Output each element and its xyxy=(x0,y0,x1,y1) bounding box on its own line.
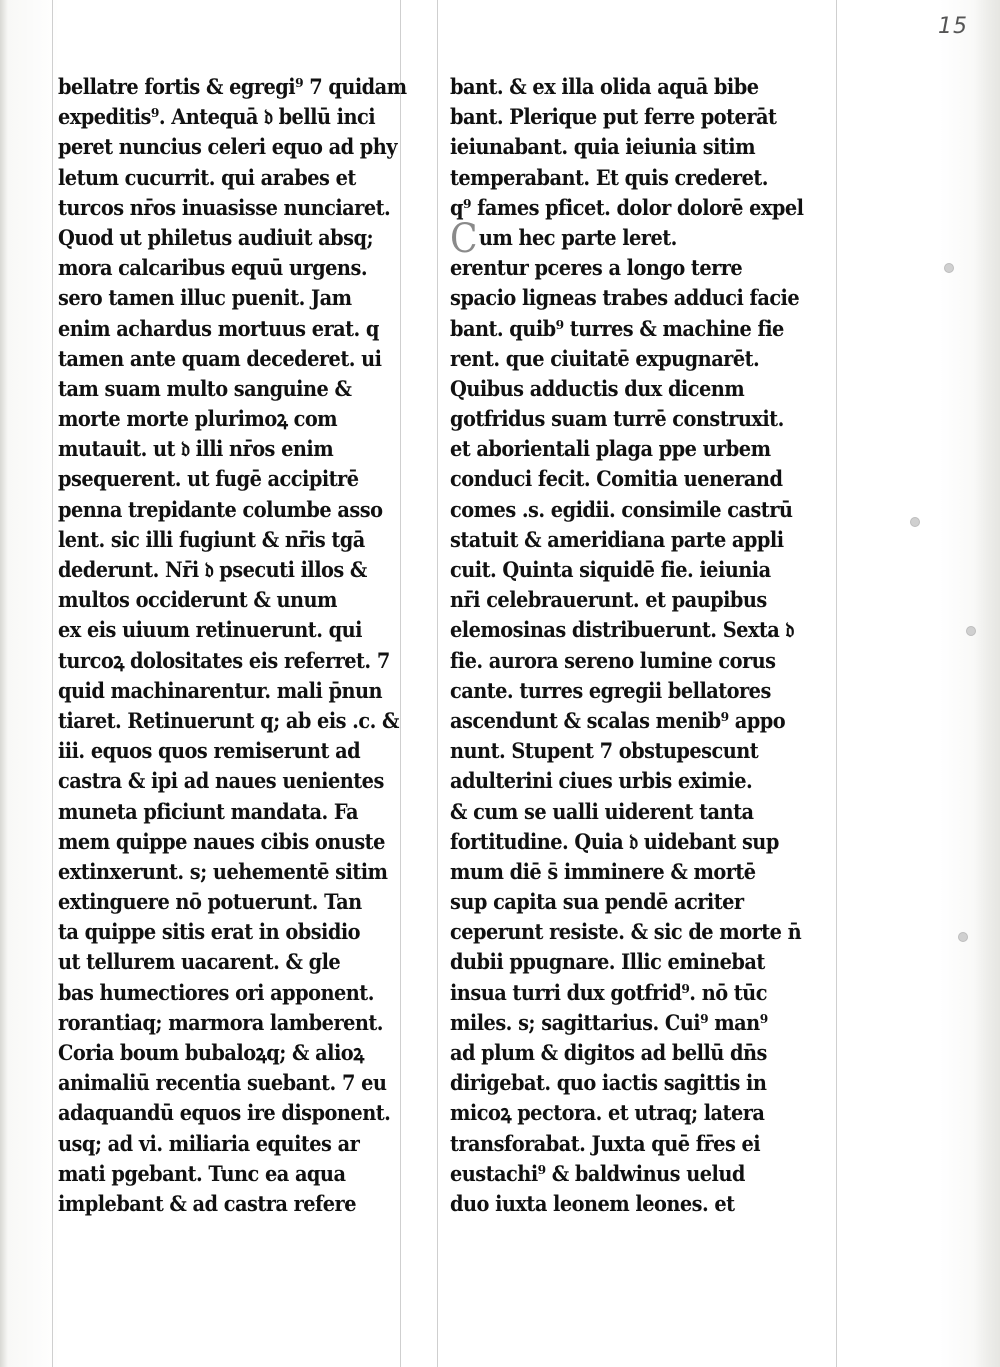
text-line: spacio ligneas trabes adduci facie xyxy=(450,286,800,312)
left-text-column xyxy=(58,73,407,1220)
text-line: ut tellurem uacarent. & gle xyxy=(58,950,341,976)
text-line: bant. Plerique put ferre poterāt xyxy=(450,105,777,131)
text-line: duo iuxta leonem leones. et xyxy=(450,1191,735,1217)
text-line: morte morte plurimoꝝ com xyxy=(58,407,338,433)
text-line: sup capita sua pendē acriter xyxy=(450,890,744,916)
text-line: psequerent. ut fugē accipitrē xyxy=(58,467,359,493)
text-line: extinguere nō potuerunt. Tan xyxy=(58,890,362,916)
text-line: adulterini ciues urbis eximie. xyxy=(450,769,753,795)
text-line: penna trepidante columbe asso xyxy=(58,497,383,523)
parchment-hole xyxy=(910,517,920,527)
text-line: peret nuncius celeri equo ad phy xyxy=(58,135,398,161)
text-line: elemosinas distribuerunt. Sexta 𝔡 xyxy=(450,618,794,644)
text-line: & cum se ualli uiderent tanta xyxy=(450,799,754,825)
text-line: ieiunabant. quia ieiunia sitim xyxy=(450,135,756,161)
text-line: fie. aurora sereno lumine corus xyxy=(450,648,776,674)
text-line-rest: um hec parte leret. xyxy=(478,225,677,251)
text-line: muneta pficiunt mandata. Fa xyxy=(58,799,359,825)
text-line: bant. & ex illa olida aquā bibe xyxy=(450,75,759,100)
text-line: lent. sic illi fugiunt & nr̄is tgā xyxy=(58,527,365,553)
text-line: nunt. Stupent 7 obstupescunt xyxy=(450,739,759,765)
text-line: mem quippe naues cibis onuste xyxy=(58,829,385,855)
text-line: Quibus adductis dux dicenm xyxy=(450,376,745,402)
text-line: mora calcaribus equū urgens. xyxy=(58,256,368,282)
text-line: statuit & ameridiana parte appli xyxy=(450,527,784,553)
parchment-hole xyxy=(966,626,976,636)
text-line: dederunt. Nr̄i 𝔡 psecuti illos & xyxy=(58,558,367,583)
page-edge-left xyxy=(0,0,8,1367)
text-line: usq; ad vi. miliaria equites ar xyxy=(58,1131,360,1157)
text-line: multos occiderunt & unum xyxy=(58,588,337,614)
page-edge-right xyxy=(974,0,1000,1367)
text-line: gotfridus suam turrē construxit. xyxy=(450,407,784,433)
text-line: eustachi⁹ & baldwinus uelud xyxy=(450,1161,745,1187)
ruling-line xyxy=(437,0,438,1367)
text-line: Coria boum bubaloꝝq; & alioꝝ xyxy=(58,1041,364,1066)
text-line: fortitudine. Quia 𝔡 uidebant sup xyxy=(450,829,779,855)
text-line: letum cucurrit. qui arabes et xyxy=(58,165,356,191)
text-line: ceperunt resiste. & sic de morte n̄ xyxy=(450,920,802,946)
folio-number: 15 xyxy=(938,14,968,39)
text-line: turcoꝝ dolositates eis referret. 7 xyxy=(58,648,390,674)
text-line: ta quippe sitis erat in obsidio xyxy=(58,920,361,946)
text-line: et aborientali plaga ppe urbem xyxy=(450,437,771,463)
text-line: castra & ipi ad naues uenientes xyxy=(58,769,384,795)
text-line: enim achardus mortuus erat. q xyxy=(58,316,379,342)
text-line: rent. que ciuitatē expugnarēt. xyxy=(450,346,760,372)
text-line: turcos nr̄os inuasisse nunciaret. xyxy=(58,195,391,221)
text-line: micoꝝ pectora. et utraq; latera xyxy=(450,1101,765,1127)
right-text-column xyxy=(450,73,840,1220)
text-line: bas humectiores ori apponent. xyxy=(58,980,374,1006)
text-line: temperabant. Et quis crederet. xyxy=(450,165,768,191)
text-line: dubii ppugnare. Illic eminebat xyxy=(450,950,765,976)
text-line: adaquandū equos ire disponent. xyxy=(58,1101,391,1127)
text-line: mati pgebant. Tunc ea aqua xyxy=(58,1161,346,1187)
text-line: extinxerunt. s; uehementē sitim xyxy=(58,859,388,885)
text-line: implebant & ad castra refere xyxy=(58,1191,356,1217)
ruling-line xyxy=(52,0,53,1367)
decorated-initial: C xyxy=(450,215,478,262)
text-line: sero tamen illuc puenit. Jam xyxy=(58,286,352,312)
text-line: ex eis uiuum retinuerunt. qui xyxy=(58,618,362,644)
text-line: ad plum & digitos ad bellū dn̄s xyxy=(450,1041,767,1066)
parchment-hole xyxy=(958,932,968,942)
text-line: bant. quib⁹ turres & machine fie xyxy=(450,316,784,342)
text-line: cuit. Quinta siquidē fie. ieiunia xyxy=(450,558,771,583)
text-line: rorantiaq; marmora lamberent. xyxy=(58,1010,383,1036)
parchment-hole xyxy=(944,263,954,273)
text-line: q⁹ fames pficet. dolor dolorē expel xyxy=(450,195,804,221)
text-line: transforabat. Juxta quē fr̄es ei xyxy=(450,1131,761,1157)
text-line: Quod ut philetus audiuit absq; xyxy=(58,225,374,251)
text-line: nr̄i celebrauerunt. et paupibus xyxy=(450,588,767,614)
text-line: animaliū recentia suebant. 7 eu xyxy=(58,1071,387,1097)
text-line: erentur pceres a longo terre xyxy=(450,256,743,282)
text-line: tiaret. Retinuerunt q; ab eis .c. & xyxy=(58,708,399,734)
text-line: conduci fecit. Comitia uenerand xyxy=(450,467,783,493)
text-line: comes .s. egidii. consimile castrū xyxy=(450,497,793,523)
text-line: tamen ante quam decederet. ui xyxy=(58,346,382,372)
text-line: cante. turres egregii bellatores xyxy=(450,678,771,704)
text-line: ascendunt & scalas menib⁹ appo xyxy=(450,708,786,734)
text-line: bellatre fortis & egregi⁹ 7 quidam xyxy=(58,75,407,100)
text-line: iii. equos quos remiserunt ad xyxy=(58,739,361,765)
text-line: tam suam multo sanguine & xyxy=(58,376,352,402)
text-line: miles. s; sagittarius. Cui⁹ man⁹ xyxy=(450,1010,768,1036)
text-line: mutauit. ut 𝔡 illi nr̄os enim xyxy=(58,437,334,463)
text-line: expeditis⁹. Antequā 𝔡 bellū inci xyxy=(58,105,376,131)
text-line: quid machinarentur. mali p̄nun xyxy=(58,678,383,704)
text-line xyxy=(450,215,801,262)
text-line: mum diē s̄ imminere & mortē xyxy=(450,859,756,885)
text-line: insua turri dux gotfrid⁹. nō tūc xyxy=(450,980,767,1006)
text-line: dirigebat. quo iactis sagittis in xyxy=(450,1071,767,1097)
